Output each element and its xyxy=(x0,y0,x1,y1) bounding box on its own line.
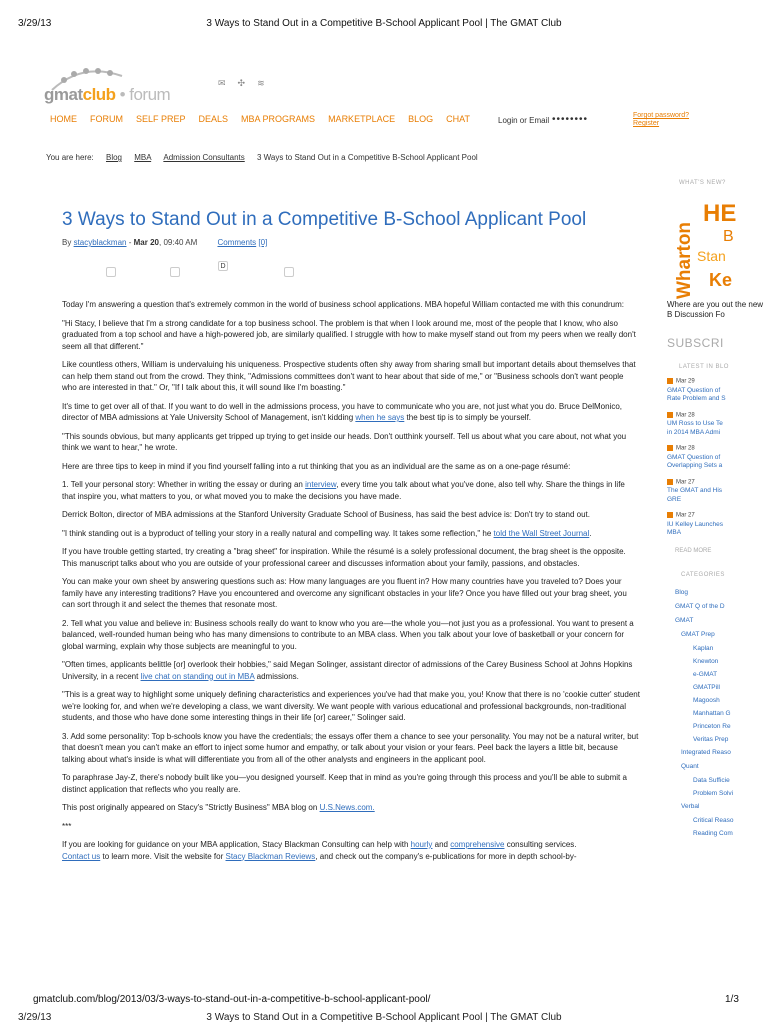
paragraph: Derrick Bolton, director of MBA admissions at the Stanford University Graduate School of Business, has said the best advice is: Don't try to stand out. xyxy=(62,510,591,519)
paragraph: It's time to get over all of that. If you want to do well in the admissions process, you have to communicate who you are, not just what you do. Bruce DelMonico, director of MBA admissions at Yale University School of Management, isn't kidding when he says the best tip is to simply be yourself. xyxy=(62,401,623,422)
comprehensive-link[interactable]: comprehensive xyxy=(450,840,505,849)
category-link[interactable]: Knewton xyxy=(693,657,719,665)
breadcrumb-admission-consultants[interactable]: Admission Consultants xyxy=(163,153,245,162)
breadcrumb-current: 3 Ways to Stand Out in a Competitive B-School Applicant Pool xyxy=(256,153,478,162)
paragraph: If you have trouble getting started, try creating a "brag sheet" for inspiration. While the résumé is a solely professional document, the brag sheet is the opposite. This manuscript talks about who you are outside of your professional career and discusses information about your family, passions, and obstacles. xyxy=(62,547,626,568)
category-link[interactable]: Critical Reaso xyxy=(693,816,734,824)
read-more-link[interactable]: READ MORE xyxy=(675,547,712,554)
breadcrumb-mba[interactable]: MBA xyxy=(134,153,152,162)
list-item: Mar 27 IU Kelley Launches MBA xyxy=(667,512,768,538)
post-date: Mar 20 xyxy=(133,238,159,247)
whats-new-heading: WHAT'S NEW? xyxy=(679,180,726,186)
logo-club: club xyxy=(82,85,116,104)
category-link[interactable]: GMATPill xyxy=(693,683,720,691)
breadcrumb xyxy=(46,153,478,162)
paragraph: 1. Tell your personal story: Whether in writing the essay or during an interview, every time you talk about what you've done, also tell why. Share the things in life that inspire you, what matters to you, or what moved you to make the decisions you have made. xyxy=(62,480,625,501)
sidebar xyxy=(667,180,768,840)
live-chat-link[interactable]: live chat on standing out in MBA xyxy=(140,671,255,681)
nav-self-prep[interactable]: SELF PREP xyxy=(136,114,186,124)
stacy-blackman-reviews-link[interactable]: Stacy Blackman Reviews xyxy=(225,851,316,861)
when-he-says-link[interactable]: when he says xyxy=(355,413,405,422)
banner-b: B xyxy=(723,228,734,245)
hourly-link[interactable]: hourly xyxy=(410,840,433,849)
list-item: Mar 29 GMAT Question of Rate Problem and S xyxy=(667,378,768,404)
login-email-input[interactable]: Login or Email xyxy=(498,116,550,125)
category-link[interactable]: Blog xyxy=(675,588,689,596)
nav-chat[interactable]: CHAT xyxy=(446,114,470,124)
category-link[interactable]: Problem Solvi xyxy=(693,789,734,797)
paragraph: If you are looking for guidance on your MBA application, Stacy Blackman Consulting can help with hourly and comprehensive consulting services. Contact us to learn more. Visit the website for Stacy Blackman Reviews, and check out the company's e-publications for more in depth school-by- xyxy=(62,840,577,861)
paragraph: Here are three tips to keep in mind if you find yourself falling into a rut thinking that you as an individual are the same as on a one-page résumé: xyxy=(62,461,571,471)
wharton-banner[interactable] xyxy=(667,200,768,300)
print-title: 3 Ways to Stand Out in a Competitive B-School Applicant Pool | The GMAT Club xyxy=(206,1012,562,1023)
category-link[interactable]: GMAT xyxy=(675,616,694,624)
paragraph: "Hi Stacy, I believe that I'm a strong candidate for a top business school. The problem is that when I look around me, most of the people that I know, who also graduated from a top school and have a high-powered job, are similarly qualified. I struggle with how to make myself stand out from my peers when we really don't seem all that different." xyxy=(62,318,636,351)
category-link[interactable]: Data Sufficie xyxy=(693,776,730,784)
paragraph: "Often times, applicants belittle [or] overlook their hobbies," said Megan Solinger, assistant director of admissions of the Carey Business School at Johns Hopkins University, in a recent live chat on standing out in MBA admissions. xyxy=(62,660,633,681)
category-link[interactable]: Integrated Reaso xyxy=(681,748,731,756)
share-button-2[interactable] xyxy=(170,267,180,277)
list-item: Mar 27 The GMAT and His GRE xyxy=(667,479,768,505)
banner-ke: Ke xyxy=(709,270,733,290)
post-link[interactable]: GMAT Question of Rate Problem and S xyxy=(667,386,726,403)
site-logo[interactable] xyxy=(44,85,170,105)
breadcrumb-blog[interactable]: Blog xyxy=(105,153,122,162)
author-link[interactable]: stacyblackman xyxy=(73,238,127,247)
paragraph: To paraphrase Jay-Z, there's nobody built like you—you designed yourself. Keep that in mind as you're going through this process and you'll be able to submit a distinct application that reflects who you really are. xyxy=(62,773,627,794)
nav-blog[interactable]: BLOG xyxy=(408,114,434,124)
calendar-icon xyxy=(667,412,673,418)
paragraph: Today I'm answering a question that's extremely common in the world of business school applications. MBA hopeful William contacted me with this conundrum: xyxy=(62,300,624,309)
byline-by: By xyxy=(62,238,72,247)
contact-us-link[interactable]: Contact us xyxy=(62,851,101,861)
paragraph: You can make your own sheet by answering questions such as: How many languages are you fluent in? How many countries have you traveled to? Does your family have any interesting traditions? Have you encountered and overcome any significant obstacles in your life? Once you have filled out your brag sheet, you can sort through it and select the themes that resonate most. xyxy=(62,577,627,609)
main-nav xyxy=(50,114,483,124)
comments-link[interactable]: Comments xyxy=(217,238,257,247)
latest-in-blog-heading: LATEST IN BLO xyxy=(679,364,729,370)
byline xyxy=(62,238,640,247)
calendar-icon xyxy=(667,445,673,451)
article-body xyxy=(62,299,640,862)
paragraph: This post originally appeared on Stacy's "Strictly Business" MBA blog on U.S.News.com. xyxy=(62,803,375,812)
page xyxy=(0,40,768,1008)
logo-gmat: gmat xyxy=(44,85,83,104)
paragraph: 2. Tell what you value and believe in: Business schools really do want to know who you are—the whole you—not just you as a professional. You want to present a balanced, well-rounded human being who has many dimensions to contribute to an MBA class. When you talk about your love of basketball or your concern for global warming, explain why those subjects are meaningful to you. xyxy=(62,618,634,651)
category-link[interactable]: Kaplan xyxy=(693,644,714,652)
article xyxy=(62,208,640,862)
paragraph: 3. Add some personality: Top b-schools know you have the credentials; the essays offer them a chance to see your personality. You may not be a natural writer, but that doesn't mean you can't make an effort to inject some humor and empathy, or talk about your vision or your fears. Peel back the layers a little bit, because talking about what's inside is what will differentiate you from all of the other analysts and engineers in the applicant pool. xyxy=(62,731,639,764)
settings-icon[interactable]: ✣ xyxy=(237,78,246,88)
list-item: Mar 28 UM Ross to Use Te in 2014 MBA Admi xyxy=(667,412,768,438)
category-link[interactable]: e-GMAT xyxy=(693,670,718,678)
logo-forum: • forum xyxy=(119,85,171,104)
category-link[interactable]: GMAT Q of the D xyxy=(675,602,725,610)
banner-stan: Stan xyxy=(697,248,726,264)
usnews-link[interactable]: U.S.News.com. xyxy=(319,803,375,812)
post-link[interactable]: GMAT Question of Overlapping Sets a xyxy=(667,453,723,470)
paragraph: "I think standing out is a byproduct of telling your story in a really natural and compelling way. It takes some reflection," he told the Wall Street Journal. xyxy=(62,528,592,538)
share-buttons xyxy=(62,261,640,281)
category-link[interactable]: Princeton Re xyxy=(693,722,731,730)
nav-forum[interactable]: FORUM xyxy=(90,114,123,124)
wsj-link[interactable]: told the Wall Street Journal xyxy=(493,528,590,538)
category-list xyxy=(667,586,768,840)
calendar-icon xyxy=(667,479,673,485)
banner-caption: Where are you out the new B Discussion Fo xyxy=(667,300,764,319)
post-link[interactable]: UM Ross to Use Te in 2014 MBA Admi xyxy=(667,420,723,436)
paragraph: "This is a great way to highlight some uniquely defining characteristics and experiences you've had that make you, you! Know that there is no 'cookie cutter' student we're looking for, and when we're developing a class, we want diversity. We want people with various educational and professional backgrounds, non-traditional students, and those who have done some interesting things in their life [or] career," Solinger said. xyxy=(62,690,640,722)
print-header xyxy=(0,0,768,40)
post-link[interactable]: The GMAT and His GRE xyxy=(667,487,723,503)
category-link[interactable]: Reading Com xyxy=(693,829,733,837)
post-time: , 09:40 AM xyxy=(159,238,198,247)
print-page-number: 1/3 xyxy=(725,994,739,1005)
breadcrumb-prefix: You are here: xyxy=(46,153,94,162)
subscribe-heading: SUBSCRI xyxy=(667,336,724,350)
print-footer xyxy=(0,1008,768,1024)
paragraph: "This sounds obvious, but many applicants get tripped up trying to get inside our heads. Don't outthink yourself. Tell us about what you care about, not what you think we want to hear," he wrote. xyxy=(62,431,627,452)
byline-sep: - xyxy=(128,238,132,247)
paragraph: Like countless others, William is undervaluing his uniqueness. Prospective students often shy away from sharing small but important details about themselves that can help them stand out from the crowd. They think, "Admissions committees don't want to hear about that side of me," or "Business schools don't want people who are interested in that." Or, "If I talk about this, it will sound like I'm boasting." xyxy=(62,360,636,392)
interview-link[interactable]: interview xyxy=(305,480,337,489)
post-link[interactable]: IU Kelley Launches MBA xyxy=(667,520,724,537)
rss-icon[interactable]: ≋ xyxy=(257,78,265,88)
category-link[interactable]: Quant xyxy=(681,762,699,770)
header-icons xyxy=(218,78,277,89)
category-link[interactable]: Magoosh xyxy=(693,696,720,704)
forgot-password-link[interactable]: Forgot password? xyxy=(633,112,690,119)
calendar-icon xyxy=(667,378,673,384)
separator: *** xyxy=(62,821,72,831)
register-link[interactable]: Register xyxy=(633,120,660,127)
login-links xyxy=(633,112,689,128)
banner-wharton: Wharton xyxy=(674,221,695,299)
share-button-1[interactable] xyxy=(106,267,116,277)
article-title: 3 Ways to Stand Out in a Competitive B-School Applicant Pool xyxy=(62,209,587,230)
nav-mba-programs[interactable]: MBA PROGRAMS xyxy=(241,114,316,124)
category-link[interactable]: GMAT Prep xyxy=(681,630,715,638)
category-link[interactable]: Verbal xyxy=(681,802,700,810)
list-item: Mar 28 GMAT Question of Overlapping Sets a xyxy=(667,445,768,471)
calendar-icon xyxy=(667,512,673,518)
nav-deals[interactable]: DEALS xyxy=(198,114,229,124)
nav-home[interactable]: HOME xyxy=(50,114,77,124)
print-title: 3 Ways to Stand Out in a Competitive B-School Applicant Pool | The GMAT Club xyxy=(206,18,562,29)
comment-count[interactable]: [0] xyxy=(258,238,268,247)
category-link[interactable]: Manhattan G xyxy=(693,709,731,717)
print-date: 3/29/13 xyxy=(18,18,52,29)
print-date: 3/29/13 xyxy=(18,1012,52,1023)
banner-he: HE xyxy=(703,200,737,227)
print-url: gmatclub.com/blog/2013/03/3-ways-to-stand-out-in-a-competitive-b-school-applicant-pool/ xyxy=(33,994,431,1005)
password-input[interactable]: •••••••• xyxy=(552,114,589,125)
nav-marketplace[interactable]: MARKETPLACE xyxy=(328,114,396,124)
latest-posts xyxy=(667,378,768,538)
mail-icon[interactable]: ✉ xyxy=(218,78,226,88)
share-button-3[interactable]: D xyxy=(218,261,228,271)
share-button-4[interactable] xyxy=(284,267,294,277)
category-link[interactable]: Veritas Prep xyxy=(693,735,729,743)
categories-heading: CATEGORIES xyxy=(681,571,725,578)
